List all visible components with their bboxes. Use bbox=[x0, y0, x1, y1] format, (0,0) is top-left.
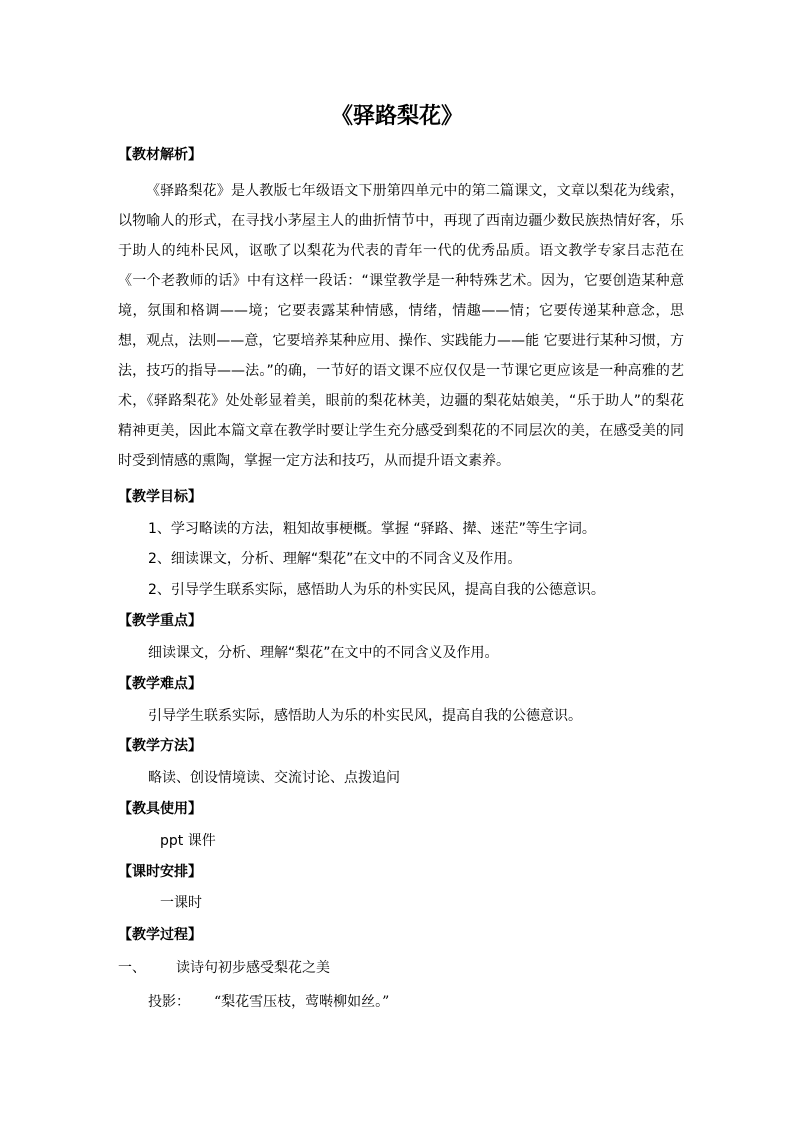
difficulties-text: 引导学生联系实际，感悟助人为乐的朴实民风，提高自我的公德意识。 bbox=[148, 708, 582, 724]
goal-item: 2、引导学生联系实际，感悟助人为乐的朴实民风，提高自我的公德意识。 bbox=[148, 582, 605, 598]
document-title: 《驿路梨花》 bbox=[330, 104, 463, 129]
process-step-number: 一、 bbox=[118, 960, 146, 976]
heading-key-points: 【教学重点】 bbox=[118, 613, 202, 629]
projection-line bbox=[148, 992, 389, 1012]
heading-tools: 【教具使用】 bbox=[118, 801, 202, 817]
key-points-text: 细读课文，分析、理解“梨花”在文中的不同含义及作用。 bbox=[148, 645, 499, 661]
heading-goals: 【教学目标】 bbox=[118, 489, 202, 505]
heading-schedule: 【课时安排】 bbox=[118, 864, 202, 880]
projection-quote: “梨花雪压枝，莺啭柳如丝。” bbox=[214, 994, 390, 1010]
goal-item: 1、学习略读的方法，粗知故事梗概。掌握 “驿路、撵、迷茫”等生字词。 bbox=[148, 521, 596, 537]
goal-item: 2、细读课文，分析、理解“梨花”在文中的不同含义及作用。 bbox=[148, 551, 522, 567]
heading-analysis: 【教材解析】 bbox=[118, 147, 202, 163]
projection-label: 投影： bbox=[148, 994, 190, 1010]
methods-text: 略读、创设情境读、交流讨论、点拨追问 bbox=[148, 770, 400, 786]
process-step-text: 读诗句初步感受梨花之美 bbox=[176, 960, 330, 976]
heading-difficulties: 【教学难点】 bbox=[118, 676, 202, 692]
analysis-paragraph: 《驿路梨花》是人教版七年级语文下册第四单元中的第二篇课文，文章以梨花为线索，以物喻人的形式，在寻找小茅屋主人的曲折情节中，再现了西南边疆少数民族热情好客，乐于助人的纯朴民风，讴歌了以梨花为代表的青年一代的优秀品质。语文教学专家吕志范在《一个老教师的话》中有这样一段话：“课堂教学是一种特殊艺术。因为，它要创造某种意境，氛围和格调——境；它要表露某种情感，情绪，情趣——情；它要传递某种意念，思想，观点，法则——意，它要培养某种应用、操作、实践能力——能 它要进行某种习惯，方法，技巧的指导——法。”的确，一节好的语文课不应仅仅是一节课它更应该是一种高雅的艺术，《驿路梨花》处处彰显着美，眼前的梨花林美，边疆的梨花姑娘美，“乐于助人”的梨花精神更美，因此本篇文章在教学时要让学生充分感受到梨花的不同层次的美，在感受美的同时受到情感的熏陶，掌握一定方法和技巧，从而提升语文素养。 bbox=[118, 183, 684, 469]
heading-process: 【教学过程】 bbox=[118, 927, 202, 943]
schedule-text: 一课时 bbox=[160, 895, 202, 911]
heading-methods: 【教学方法】 bbox=[118, 738, 202, 754]
tools-text: ppt 课件 bbox=[160, 833, 216, 849]
